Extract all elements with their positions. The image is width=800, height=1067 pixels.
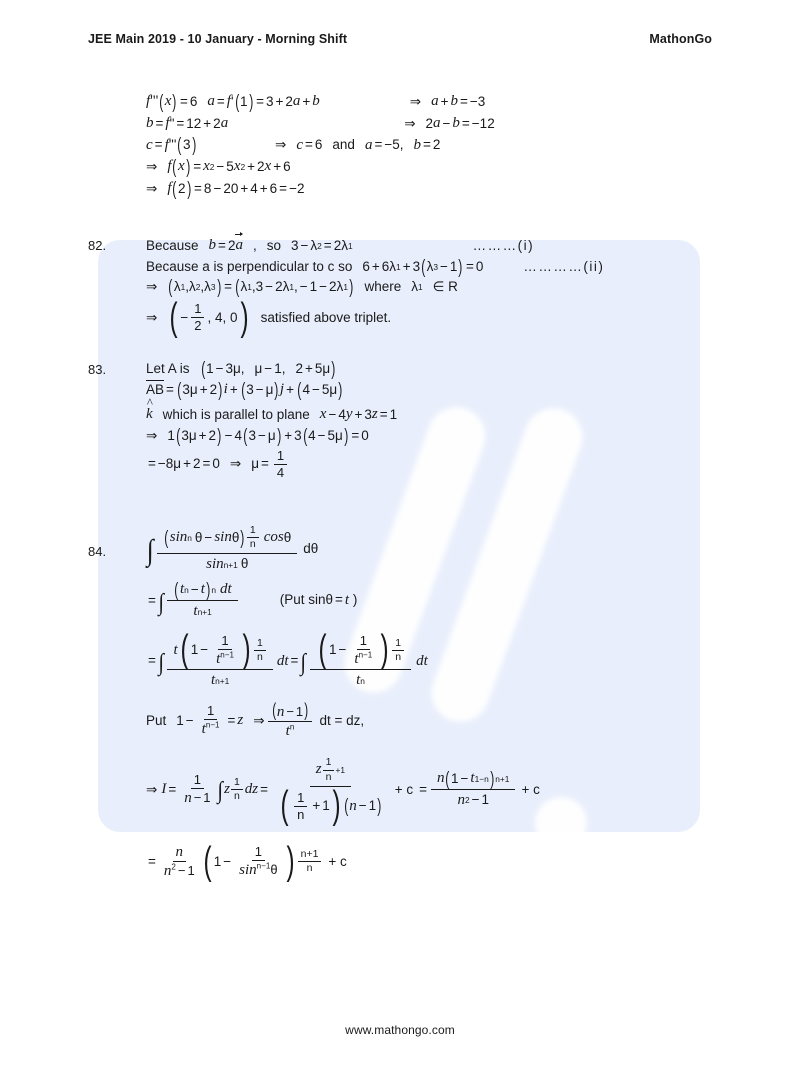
brand-name: MathonGo [649,32,712,46]
reference-ii: …………(ii) [523,258,605,274]
page-header [88,32,712,52]
math-line: AB = ( 3μ + 2 ) i + ( 3 − μ ) j + ( 4 − 5μ ) [146,379,343,401]
solution-block-continuation [88,90,748,203]
math-line: b = f " = 12 + 2 a ⇒ 2 a − b = −12 [146,114,495,131]
put-label: Put [146,712,167,728]
page-footer [0,1023,800,1037]
math-line: f''' ( x ) = 6 a = f ' ( 1 ) = 3 + 2 a + b ⇒ a + b = −3 [146,90,486,113]
math-line: Because b = 2 a , so 3 − λ 2 = 2λ 1 ………(i) [146,237,535,253]
math-line: Let A is ( 1 − 3μ, μ − 1, 2 + 5μ ) [146,358,336,381]
math-line: = ∫ ( t n − t ) n dt t n+1 (Put sinθ = t ) [148,579,358,620]
math-line: ∫ ( sin n θ − sin θ ) $\frac{1}{n}$ cos θ sin n+1 θ dθ [146,524,319,572]
solution-block-83 [88,358,748,490]
math-line: ⇒ f ( x ) = x 2 − 5 x 2 + 2 x + 6 [146,156,291,179]
footer-url: www.mathongo.com [345,1023,455,1037]
math-line: = ∫ t ( 1 − $\frac{1}{t^{n-1}}$ ) $\frac{1}{n}$ t n+1 dt = ∫ ( 1 − $\frac{1}{t^{n-1}}$ ) $\frac{1}{n}$ t n dt [148,628,428,689]
math-line: = −8μ + 2 = 0 ⇒ μ = $\frac{1}{4}$ [146,449,748,480]
question-number-84: 84. [88,544,107,559]
math-line: ⇒ ( − $\frac{1}{2}$ , 4, 0 ) satisfied above triplet. [146,295,392,339]
solution-block-84 [88,525,748,889]
math-line: c = f ''' ( 3 ) ⇒ c = 6 and a = −5, b = 2 [146,134,441,157]
math-line: k ^ which is parallel to plane x − 4 y + 3 z = 1 [146,407,748,423]
math-line: ⇒ ( λ 1 ,λ 2 ,λ 3 ) = ( λ 1 ,3 − 2λ 1 , − 1 − 2λ 1 ) where λ 1 ∈ R [146,275,458,298]
math-line: ⇒ 1 ( 3μ + 2 ) − 4 ( 3 − μ ) + 3 ( 4 − 5μ ) = 0 [146,424,369,447]
math-line: ⇒ I = $\frac{1}{n - 1}$ ∫ z $\frac{1}{n}$ dz = z $\frac{1}{n}$ +1 ( $\frac{1}{n}$ + 1 ) ( n − 1 ) + c = n ( 1 − t 1−n ) n+1 n 2 − 1 + c [146,756,540,828]
question-number-83: 83. [88,362,107,377]
reference-i: ………(i) [472,237,535,253]
q82-conclusion: satisfied above triplet. [260,309,392,325]
math-line: ⇒ f ( 2 ) = 8 − 20 + 4 + 6 = −2 [146,177,305,200]
exam-title: JEE Main 2019 - 10 January - Morning Shift [88,32,348,46]
plus-constant: + c [394,781,414,797]
question-number-82: 82. [88,238,107,253]
math-line: Put 1 − $\frac{1}{t^{n-1}}$ = z ⇒ ( n − 1 ) $t^n$ dt = dz, [146,698,365,740]
plus-constant: + c [328,853,347,869]
dt-equals-dz: dt = dz, [319,712,365,728]
math-line: Because a is perpendicular to c so 6 + 6λ 1 + 3 ( λ 3 − 1 ) = 0 …………(ii) [146,255,605,278]
substitution-note: (Put sinθ = t ) [279,592,358,609]
solution-block-82 [88,238,748,343]
differential-dtheta: dθ [303,540,319,556]
plus-constant: + c [521,781,540,797]
math-line: = $\frac{n}{n^2 - 1}$ ( 1 − $\frac{1}{\sin^{n-1}\theta}$ ) $\frac{n+1}{n}$ + c [148,839,347,883]
